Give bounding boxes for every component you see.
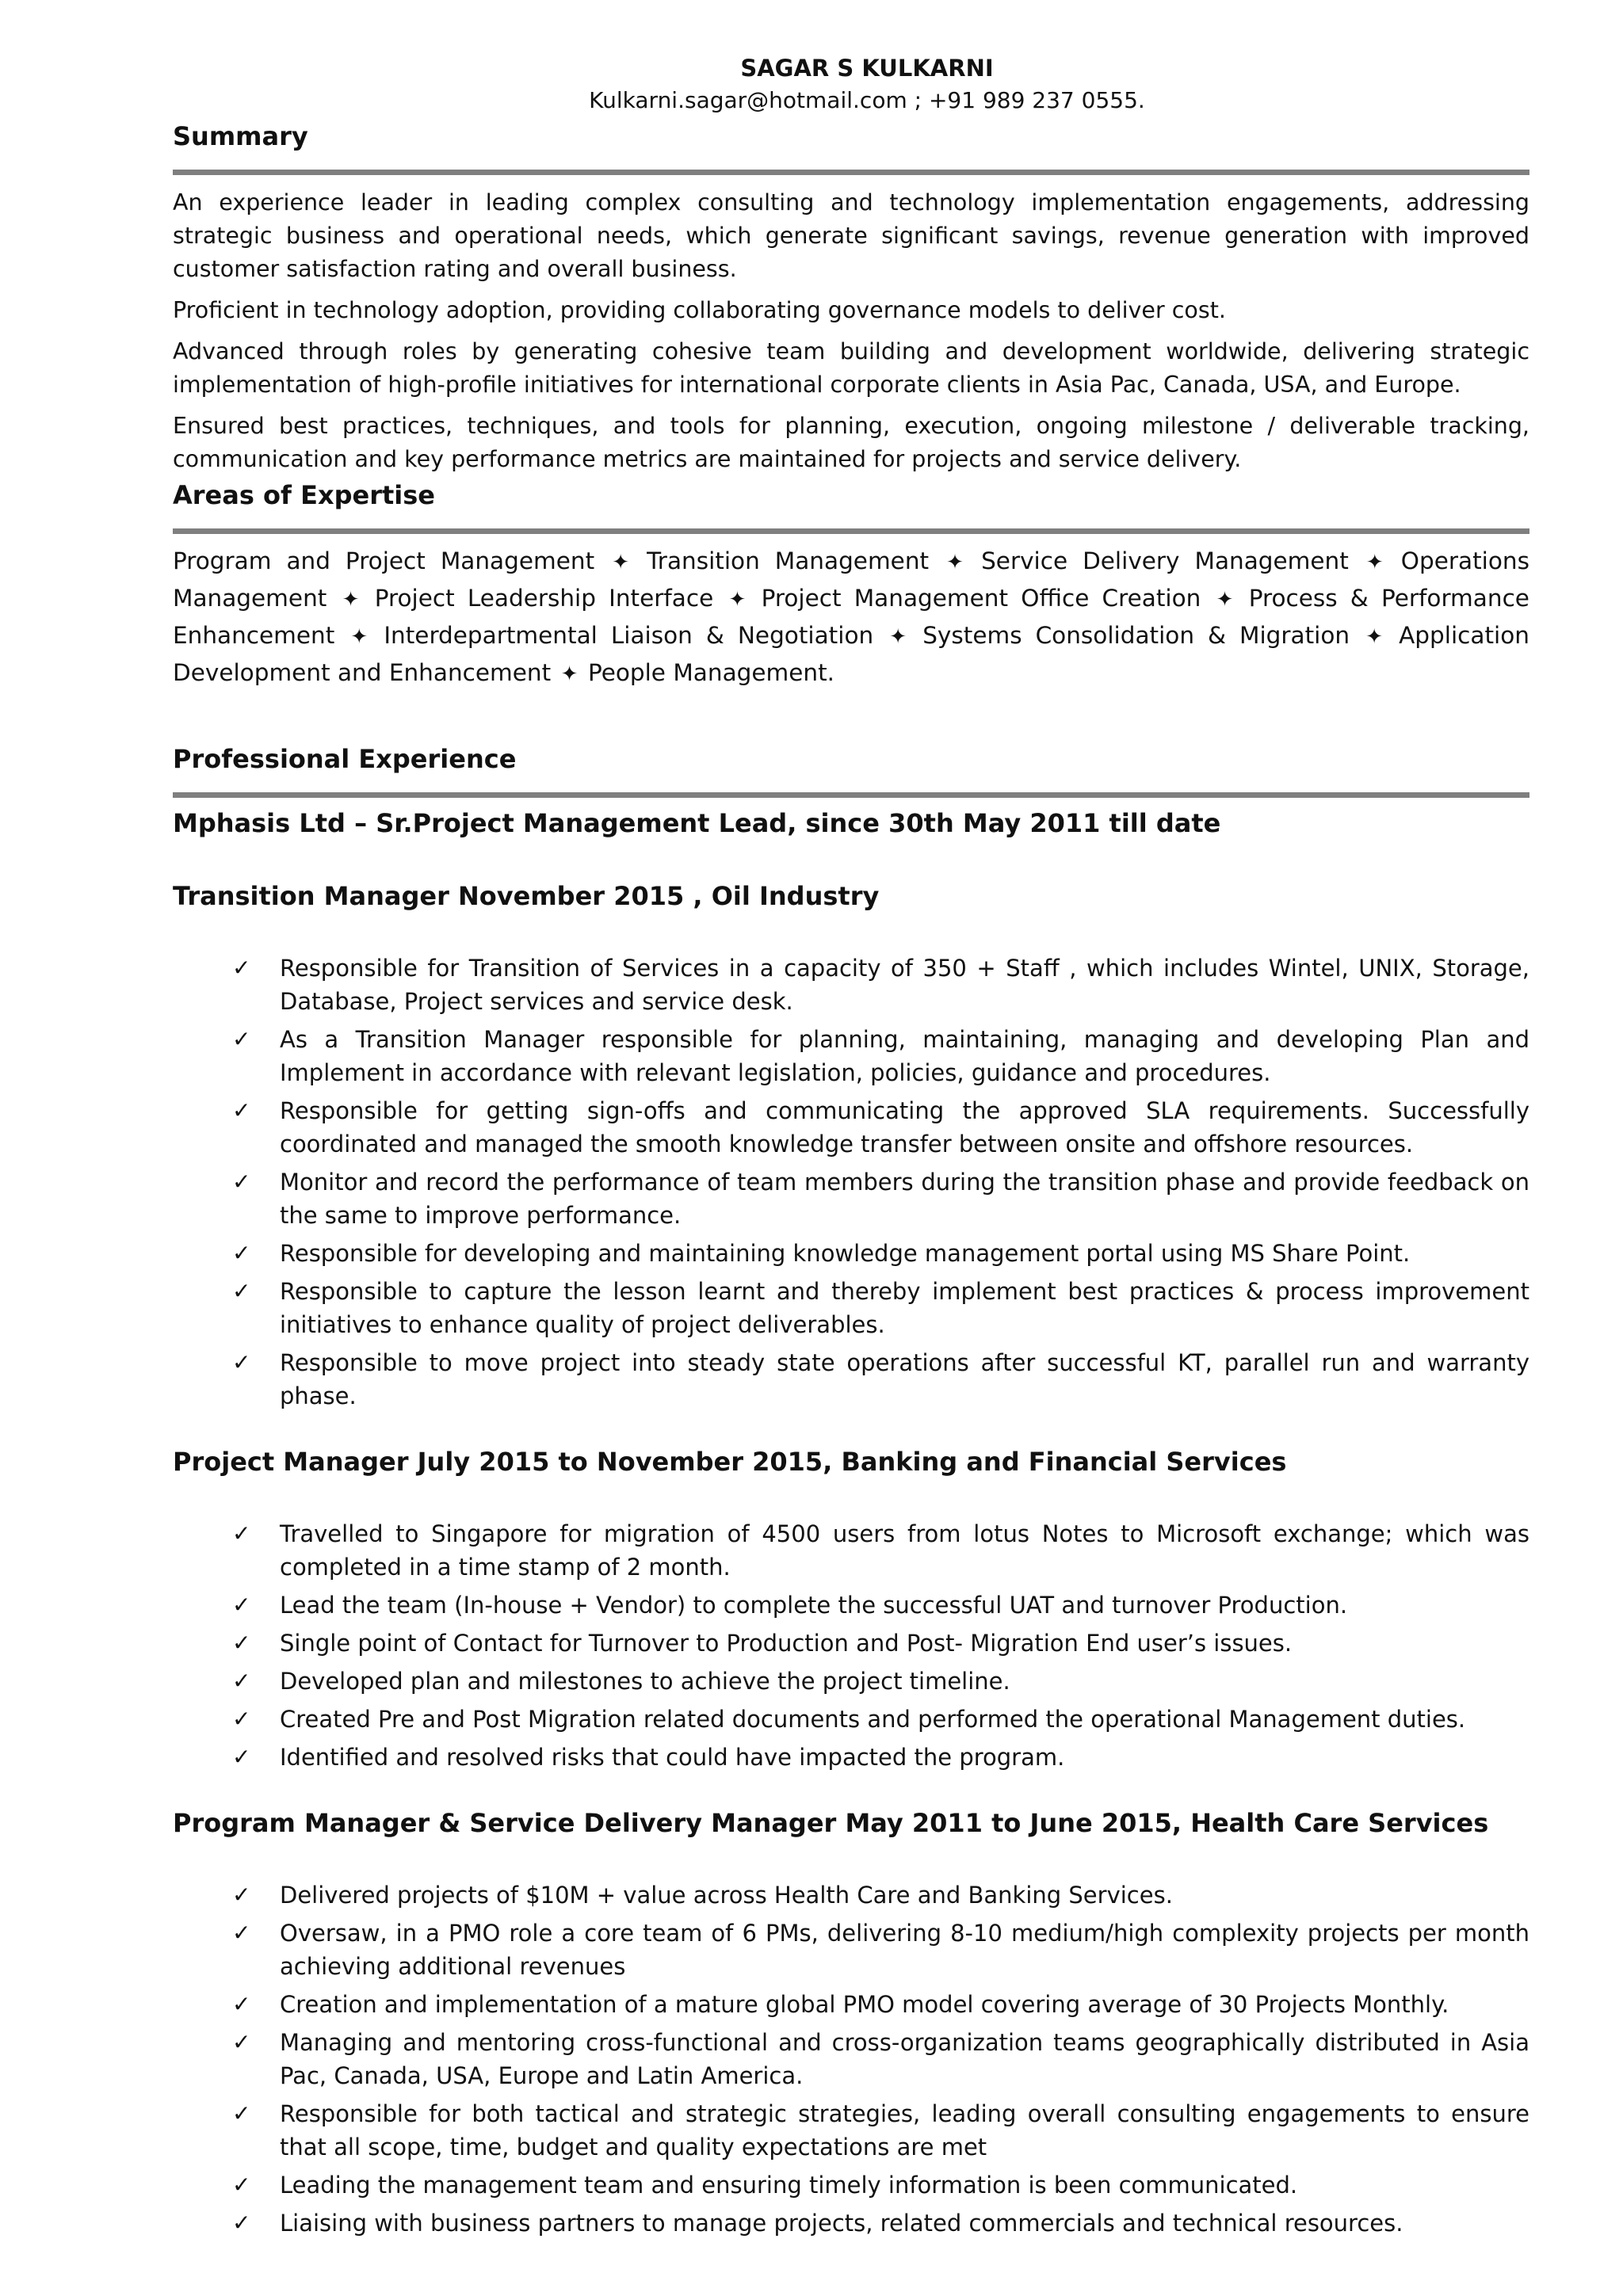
resume-content [173,51,1529,2245]
star-separator-icon: ✦ [889,625,907,649]
list-item: ✓ Responsible for Transition of Services in a capacity of 350 + Staff , which includes Wintel, UNIX, Storage, Database, Project services and service desk. [280,952,1529,1018]
list-item: ✓ Responsible to capture the lesson learnt and thereby implement best practices & process improvement initiatives to enhance quality of project deliverables. [280,1275,1529,1341]
summary-paragraph: Ensured best practices, techniques, and tools for planning, execution, ongoing milestone / deliverable tracking, communication and key performance metrics are maintained for projects and service delivery. [173,413,1529,472]
summary-body [173,186,1529,476]
expertise-list [173,543,1529,692]
checkmark-icon: ✓ [232,1592,251,1618]
candidate-name: SAGAR S KULKARNI [740,55,994,82]
summary-divider [173,170,1529,175]
expertise-item: Service Delivery Management [981,547,1349,574]
checkmark-icon: ✓ [232,1240,251,1266]
role-bullet-list [173,952,1529,1413]
company-line: Mphasis Ltd – Sr.Project Management Lead, since 30th May 2011 till date [173,808,1221,838]
checkmark-icon: ✓ [232,2100,251,2126]
list-item: ✓ Single point of Contact for Turnover to Production and Post- Migration End user’s issues. [280,1627,1529,1660]
list-item: ✓ Responsible to move project into steady state operations after successful KT, parallel run and warranty phase. [280,1346,1529,1413]
contact-info: Kulkarni.sagar@hotmail.com ; +91 989 237 0555. [589,87,1145,113]
experience-divider [173,792,1529,798]
list-item: ✓ Travelled to Singapore for migration of 4500 users from lotus Notes to Microsoft exchange; which was completed in a time stamp of 2 month. [280,1517,1529,1584]
role-title: Program Manager & Service Delivery Manager May 2011 to June 2015, Health Care Services [173,1808,1489,1838]
checkmark-icon: ✓ [232,1630,251,1656]
list-item: ✓ Managing and mentoring cross-functional and cross-organization teams geographically distributed in Asia Pac, Canada, USA, Europe and Latin America. [280,2026,1529,2092]
checkmark-icon: ✓ [232,955,251,981]
role-title: Transition Manager November 2015 , Oil Industry [173,881,880,911]
expertise-heading: Areas of Expertise [173,480,435,510]
expertise-item: Operations Management [173,547,1529,612]
star-separator-icon: ✦ [946,551,964,574]
role-bullet-list [173,1878,1529,2240]
star-separator-icon: ✦ [560,662,579,686]
checkmark-icon: ✓ [232,1920,251,1946]
star-separator-icon: ✦ [342,588,360,612]
checkmark-icon: ✓ [232,1882,251,1908]
list-item: ✓ Identified and resolved risks that could have impacted the program. [280,1741,1529,1774]
list-item: ✓ Leading the management team and ensuring timely information is been communicated. [280,2168,1529,2202]
star-separator-icon: ✦ [728,588,747,612]
list-item: ✓ As a Transition Manager responsible for planning, maintaining, managing and developing Plan and Implement in accordance with relevant legislation, policies, guidance and procedures. [280,1023,1529,1089]
expertise-divider [173,528,1529,534]
role-title: Project Manager July 2015 to November 2015, Banking and Financial Services [173,1447,1287,1477]
checkmark-icon: ✓ [232,1668,251,1694]
star-separator-icon: ✦ [350,625,369,649]
expertise-item: Interdepartmental Liaison & Negotiation [384,622,874,649]
list-item: ✓ Monitor and record the performance of team members during the transition phase and provide feedback on the same to improve performance. [280,1165,1529,1232]
checkmark-icon: ✓ [232,2172,251,2198]
checkmark-icon: ✓ [232,1097,251,1123]
star-separator-icon: ✦ [1365,551,1384,574]
summary-paragraph: Advanced through roles by generating cohesive team building and development worldwide, delivering strategic implementation of high-profile initiatives for international corporate clients in Asia Pac, Canada, USA, and Europe. [173,338,1529,398]
expertise-item: Application Development and Enhancement [173,622,1529,686]
checkmark-icon: ✓ [232,1991,251,2017]
list-item: ✓ Lead the team (In-house + Vendor) to complete the successful UAT and turnover Production. [280,1589,1529,1622]
list-item: ✓ Oversaw, in a PMO role a core team of 6 PMs, delivering 8-10 medium/high complexity projects per month achieving additional revenues [280,1917,1529,1983]
expertise-item: Project Management Office Creation [761,585,1201,612]
checkmark-icon: ✓ [232,2210,251,2236]
list-item: ✓ Delivered projects of $10M + value across Health Care and Banking Services. [280,1878,1529,1912]
list-item: ✓ Created Pre and Post Migration related documents and performed the operational Management duties. [280,1703,1529,1736]
list-item: ✓ Responsible for developing and maintaining knowledge management portal using MS Share Point. [280,1237,1529,1270]
checkmark-icon: ✓ [232,2029,251,2055]
summary-heading: Summary [173,121,308,151]
checkmark-icon: ✓ [232,1026,251,1052]
star-separator-icon: ✦ [1365,625,1384,649]
list-item: ✓ Responsible for getting sign-offs and communicating the approved SLA requirements. Successfully coordinated and managed the smooth knowledge transfer between onsite and offshore resources. [280,1094,1529,1161]
checkmark-icon: ✓ [232,1744,251,1770]
expertise-item: Systems Consolidation & Migration [922,622,1350,649]
expertise-item: Process & Performance Enhancement [173,585,1529,649]
expertise-item: Transition Management [647,547,930,574]
summary-paragraph: An experience leader in leading complex consulting and technology implementation engagements, addressing strategic business and operational needs, which generate significant savings, revenue generation with improved customer satisfaction rating and overall business. [173,189,1529,282]
checkmark-icon: ✓ [232,1349,251,1375]
list-item: ✓ Responsible for both tactical and strategic strategies, leading overall consulting engagements to ensure that all scope, time, budget and quality expectations are met [280,2097,1529,2164]
expertise-item: Project Leadership Interface [374,585,714,612]
list-item: ✓ Creation and implementation of a mature global PMO model covering average of 30 Projects Monthly. [280,1988,1529,2021]
checkmark-icon: ✓ [232,1520,251,1547]
checkmark-icon: ✓ [232,1706,251,1732]
list-item: ✓ Developed plan and milestones to achieve the project timeline. [280,1665,1529,1698]
expertise-item: Program and Project Management [173,547,595,574]
star-separator-icon: ✦ [612,551,630,574]
checkmark-icon: ✓ [232,1169,251,1195]
role-bullet-list [173,1517,1529,1774]
star-separator-icon: ✦ [1216,588,1234,612]
summary-paragraph: Proficient in technology adoption, providing collaborating governance models to deliver cost. [173,297,1226,323]
expertise-item: People Management. [587,659,835,686]
experience-heading: Professional Experience [173,744,517,774]
checkmark-icon: ✓ [232,1278,251,1304]
list-item: ✓ Liaising with business partners to manage projects, related commercials and technical resources. [280,2206,1529,2240]
